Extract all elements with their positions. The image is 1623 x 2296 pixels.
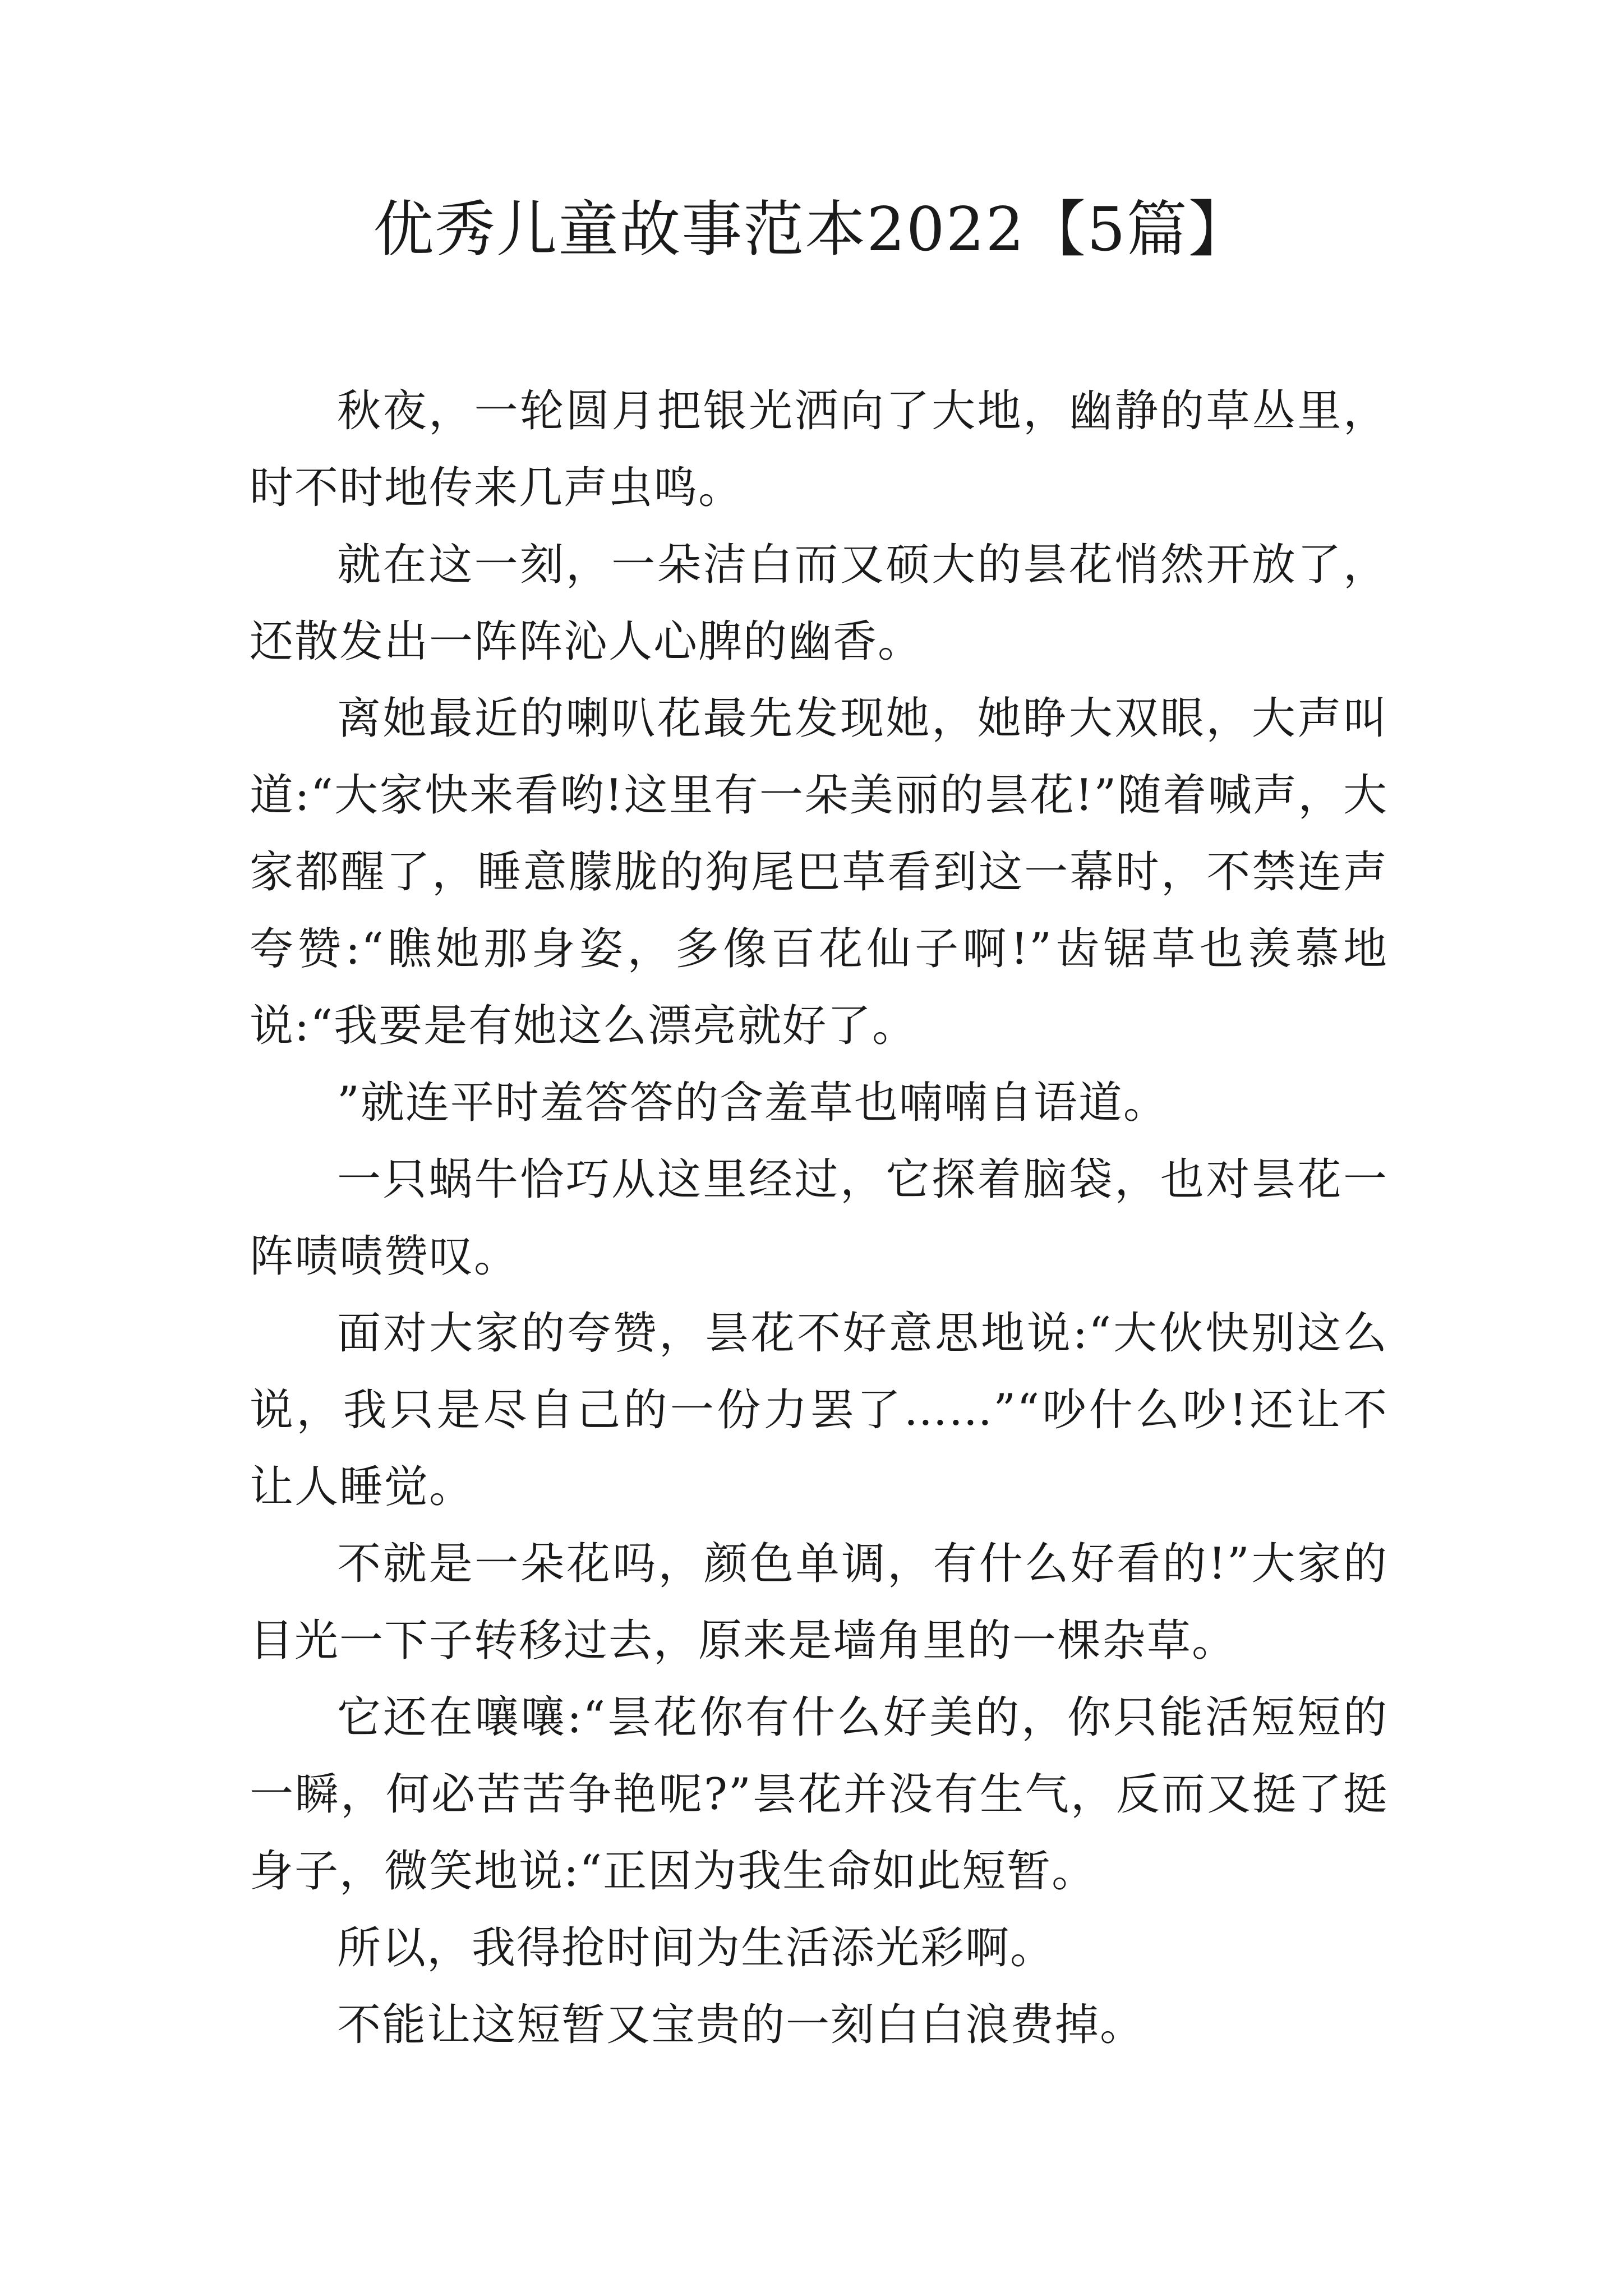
paragraph: 不就是一朵花吗，颜色单调，有什么好看的!”大家的目光一下子转移过去，原来是墙角里的一棵杂草。 (250, 1539, 1388, 1666)
paragraph: 离她最近的喇叭花最先发现她，她睁大双眼，大声叫道:“大家快来看哟!这里有一朵美丽的昙花!”随着喊声，大家都醒了，睡意朦胧的狗尾巴草看到这一幕时，不禁连声夸赞:“瞧她那身姿，多像百花仙子啊!”齿锯草也羡慕地说:“我要是有她这么漂亮就好了。 (250, 693, 1388, 1051)
paragraph: 一只蜗牛恰巧从这里经过，它探着脑袋，也对昙花一阵啧啧赞叹。 (250, 1154, 1388, 1282)
document-body (250, 373, 1388, 2064)
paragraph: 面对大家的夸赞，昙花不好意思地说:“大伙快别这么说，我只是尽自己的一份力罢了……”“吵什么吵!还让不让人睡觉。 (250, 1308, 1388, 1512)
paragraph: 它还在嚷嚷:“昙花你有什么好美的，你只能活短短的一瞬，何必苦苦争艳呢?”昙花并没有生气，反而又挺了挺身子，微笑地说:“正因为我生命如此短暂。 (250, 1692, 1388, 1897)
paragraph: 不能让这短暂又宝贵的一刻白白浪费掉。 (337, 2000, 1145, 2050)
paragraph: 所以，我得抢时间为生活添光彩啊。 (337, 1923, 1055, 1973)
document-title: 优秀儿童故事范本2022【5篇】 (373, 195, 1250, 265)
paragraph: ”就连平时羞答答的含羞草也喃喃自语道。 (337, 1078, 1168, 1128)
paragraph: 秋夜，一轮圆月把银光洒向了大地，幽静的草丛里，时不时地传来几声虫鸣。 (250, 386, 1388, 513)
paragraph: 就在这一刻，一朵洁白而又硕大的昙花悄然开放了，还散发出一阵阵沁人心脾的幽香。 (250, 540, 1388, 667)
